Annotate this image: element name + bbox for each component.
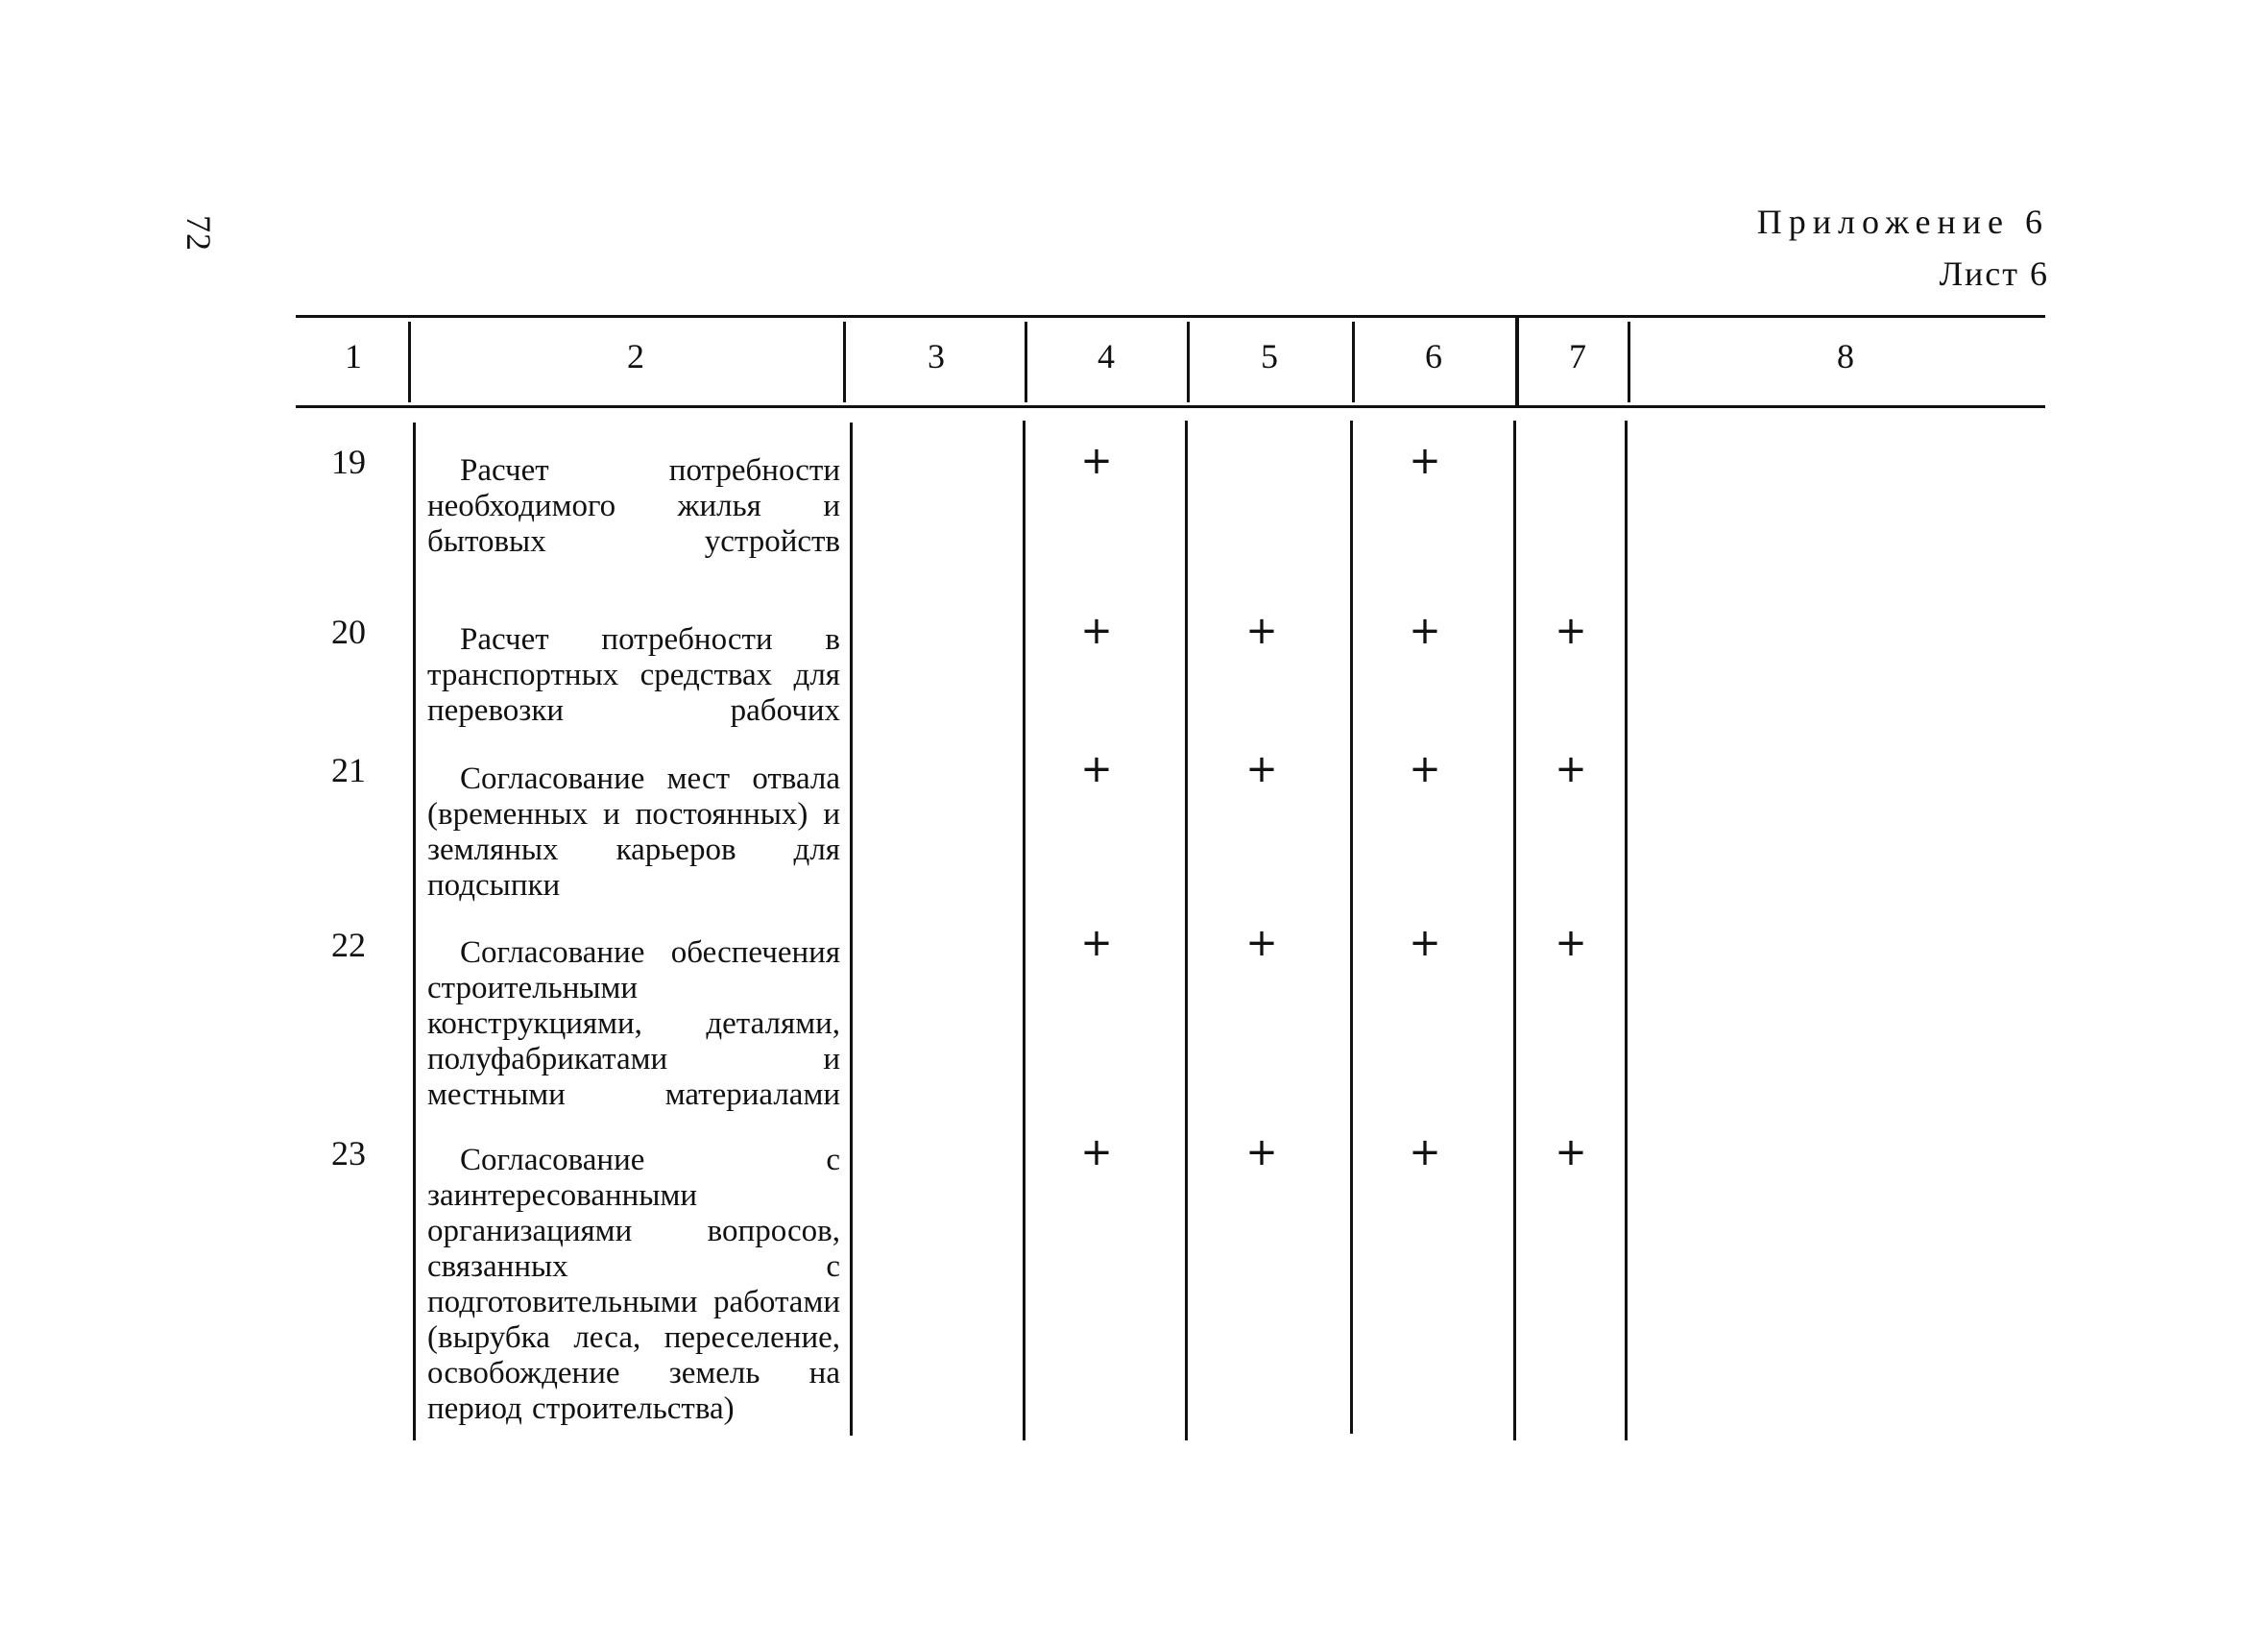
body-separator-5-6: [1350, 421, 1353, 1434]
mark-col-6: +: [1409, 747, 1441, 791]
header-bottom-rule: [296, 405, 2045, 408]
mark-col-6: +: [1409, 439, 1441, 483]
mark-col-6: +: [1409, 609, 1441, 653]
mark-col-4: +: [1080, 1130, 1113, 1174]
row-number: 19: [331, 443, 366, 481]
column-header-2: 2: [627, 337, 644, 375]
mark-col-5: +: [1245, 1130, 1278, 1174]
body-separator-3-4: [1023, 421, 1025, 1440]
header-separator-1-2: [408, 322, 411, 402]
mark-col-7: +: [1555, 747, 1587, 791]
mark-col-7: +: [1555, 609, 1587, 653]
row-number: 23: [331, 1134, 366, 1173]
mark-col-5: +: [1245, 609, 1278, 653]
mark-col-6: +: [1409, 1130, 1441, 1174]
mark-col-4: +: [1080, 921, 1113, 965]
row-description: Расчет потребности в транспортных средствах для перевозки рабочих: [427, 622, 840, 728]
page-number: 72: [180, 215, 218, 252]
row-description: Согласование мест отвала (временных и постоянных) и земляных карьеров для подсыпки: [427, 762, 840, 903]
column-header-8: 8: [1837, 337, 1854, 375]
mark-col-5: +: [1245, 921, 1278, 965]
appendix-title: Приложение 6: [1756, 203, 2049, 241]
column-header-6: 6: [1425, 337, 1442, 375]
mark-col-6: +: [1409, 921, 1441, 965]
column-header-4: 4: [1098, 337, 1115, 375]
column-header-3: 3: [928, 337, 945, 375]
mark-col-5: +: [1245, 747, 1278, 791]
body-separator-1-2: [413, 423, 416, 1440]
column-header-7: 7: [1569, 337, 1586, 375]
header-separator-6-7: [1515, 317, 1519, 405]
header-separator-2-3: [843, 322, 846, 402]
mark-col-4: +: [1080, 609, 1113, 653]
body-separator-6-7: [1513, 421, 1516, 1440]
column-header-1: 1: [345, 337, 362, 375]
mark-col-4: +: [1080, 439, 1113, 483]
row-number: 20: [331, 613, 366, 651]
body-separator-4-5: [1185, 421, 1188, 1440]
mark-col-7: +: [1555, 1130, 1587, 1174]
sheet-label: Лист 6: [1939, 254, 2049, 293]
row-number: 21: [331, 751, 366, 789]
column-header-5: 5: [1261, 337, 1278, 375]
row-number: 22: [331, 926, 366, 964]
header-separator-5-6: [1352, 322, 1355, 402]
header-separator-3-4: [1025, 322, 1027, 402]
row-description: Расчет потребности необходимого жилья и бытовых устройств: [427, 453, 840, 559]
header-separator-7-8: [1628, 322, 1630, 402]
header-separator-4-5: [1187, 322, 1190, 402]
body-separator-2-3: [850, 423, 853, 1436]
table-top-rule: [296, 315, 2045, 318]
row-description: Согласование обеспечения строительными конструкциями, деталями, полуфабрикатами и местными материалами: [427, 935, 840, 1112]
mark-col-4: +: [1080, 747, 1113, 791]
row-description: Согласование с заинтересованными организациями вопросов, связанных с подготовительными работами (вырубка леса, переселение, освобождение земель на период строительства): [427, 1143, 840, 1426]
body-separator-7-8: [1625, 421, 1628, 1440]
mark-col-7: +: [1555, 921, 1587, 965]
